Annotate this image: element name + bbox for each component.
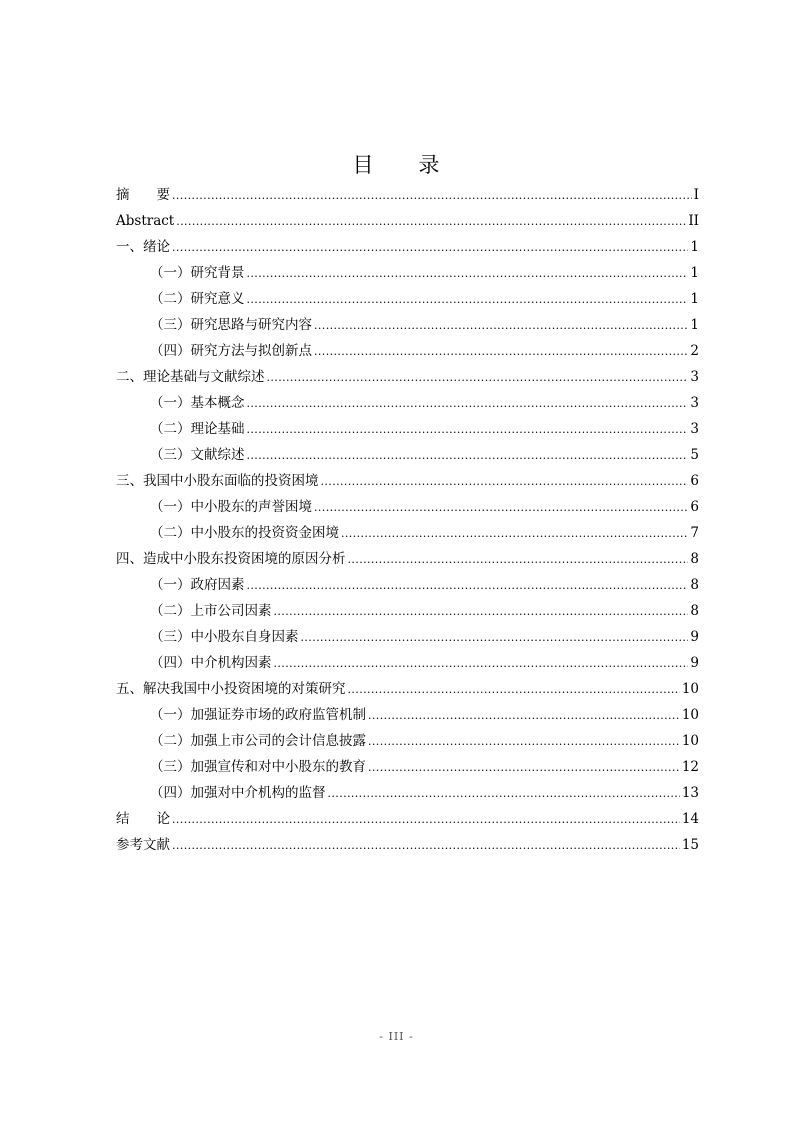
toc-entry-page-number: 10 [681, 733, 699, 749]
toc-dot-leader [274, 599, 689, 625]
toc-entry-page-number: 1 [690, 265, 699, 281]
toc-entry[interactable] [116, 182, 699, 208]
toc-entry-label: 结 论 [116, 811, 170, 827]
toc-entry-label: （一）中小股东的声誉困境 [150, 499, 312, 515]
toc-dot-leader [348, 677, 680, 703]
toc-dot-leader [368, 729, 680, 755]
toc-dot-leader [247, 391, 689, 417]
toc-entry-page-number: 6 [690, 499, 699, 515]
toc-entry-page-number: 13 [681, 785, 699, 801]
toc-dot-leader [328, 781, 680, 807]
toc-dot-leader [314, 313, 688, 339]
toc-entry[interactable] [116, 364, 699, 390]
toc-entry-label: 二、理论基础与文献综述 [116, 369, 265, 385]
toc-entry-page-number: 6 [690, 473, 699, 489]
toc-entry-label: （一）政府因素 [150, 577, 245, 593]
toc-dot-leader [172, 183, 692, 209]
toc-entry[interactable] [116, 468, 699, 494]
toc-entry[interactable] [116, 234, 699, 260]
toc-entry-page-number: II [688, 213, 699, 229]
toc-dot-leader [172, 807, 680, 833]
toc-entry[interactable] [116, 676, 699, 702]
toc-entry[interactable] [116, 754, 699, 780]
toc-dot-leader [172, 235, 688, 261]
toc-entry-page-number: 10 [681, 707, 699, 723]
toc-entry[interactable] [116, 702, 699, 728]
page-title: 目 录 [352, 153, 441, 177]
toc-entry-page-number: 9 [690, 655, 699, 671]
toc-entry[interactable] [116, 832, 699, 858]
toc-entry-page-number: 1 [690, 291, 699, 307]
toc-entry[interactable] [116, 494, 699, 520]
page-number-footer: - III - [379, 1030, 414, 1043]
toc-entry[interactable] [116, 598, 699, 624]
toc-entry-label: （四）中介机构因素 [150, 655, 272, 671]
toc-entry-page-number: 7 [690, 525, 699, 541]
toc-entry-label: （三）文献综述 [150, 447, 245, 463]
toc-entry-label: （二）上市公司因素 [150, 603, 272, 619]
toc-entry-page-number: 14 [681, 811, 699, 827]
toc-entry-page-number: 15 [681, 837, 699, 853]
toc-entry-page-number: 12 [681, 759, 699, 775]
toc-dot-leader [274, 651, 689, 677]
toc-entry[interactable] [116, 520, 699, 546]
toc-entry-label: 四、造成中小股东投资困境的原因分析 [116, 551, 346, 567]
toc-entry-label: （二）加强上市公司的会计信息披露 [150, 733, 366, 749]
toc-entry-page-number: 1 [690, 317, 699, 333]
toc-dot-leader [172, 833, 680, 859]
toc-entry[interactable] [116, 728, 699, 754]
toc-entry-page-number: I [693, 187, 699, 203]
toc-entry[interactable] [116, 390, 699, 416]
toc-entry-page-number: 8 [690, 551, 699, 567]
toc-entry-label: 一、绪论 [116, 239, 170, 255]
toc-entry[interactable] [116, 546, 699, 572]
toc-entry-label: （四）加强对中介机构的监督 [150, 785, 326, 801]
toc-dot-leader [314, 339, 688, 365]
toc-entry-page-number: 3 [690, 421, 699, 437]
toc-entry-page-number: 5 [690, 447, 699, 463]
toc-entry-label: （一）基本概念 [150, 395, 245, 411]
toc-dot-leader [247, 261, 689, 287]
toc-dot-leader [314, 495, 688, 521]
toc-dot-leader [368, 755, 680, 781]
toc-entry-page-number: 8 [690, 603, 699, 619]
toc-entry-label: （三）研究思路与研究内容 [150, 317, 312, 333]
toc-entry[interactable] [116, 624, 699, 650]
toc-entry-label: （四）研究方法与拟创新点 [150, 343, 312, 359]
toc-entry-label: （二）理论基础 [150, 421, 245, 437]
toc-dot-leader [341, 521, 688, 547]
toc-entry-page-number: 10 [681, 681, 699, 697]
toc-entry-page-number: 3 [690, 395, 699, 411]
table-of-contents [116, 182, 699, 858]
toc-dot-leader [247, 417, 689, 443]
toc-dot-leader [247, 573, 689, 599]
toc-entry-page-number: 2 [690, 343, 699, 359]
toc-entry[interactable] [116, 780, 699, 806]
toc-dot-leader [348, 547, 689, 573]
toc-entry-label: （二）研究意义 [150, 291, 245, 307]
toc-entry[interactable] [116, 286, 699, 312]
toc-dot-leader [321, 469, 689, 495]
toc-entry-label: 摘 要 [116, 187, 170, 203]
toc-dot-leader [247, 287, 689, 313]
toc-entry-page-number: 3 [690, 369, 699, 385]
toc-dot-leader [267, 365, 689, 391]
toc-entry-label: （一）加强证券市场的政府监管机制 [150, 707, 366, 723]
toc-entry-label: （三）加强宣传和对中小股东的教育 [150, 759, 366, 775]
toc-entry-label: 参考文献 [116, 837, 170, 853]
toc-entry-page-number: 8 [690, 577, 699, 593]
toc-entry-label: 五、解决我国中小投资困境的对策研究 [116, 681, 346, 697]
toc-entry[interactable] [116, 260, 699, 286]
toc-dot-leader [368, 703, 680, 729]
toc-entry[interactable] [116, 806, 699, 832]
toc-entry-page-number: 9 [690, 629, 699, 645]
toc-entry[interactable] [116, 416, 699, 442]
toc-entry[interactable] [116, 338, 699, 364]
toc-entry-label: 三、我国中小股东面临的投资困境 [116, 473, 319, 489]
toc-entry-page-number: 1 [690, 239, 699, 255]
toc-dot-leader [176, 209, 686, 235]
toc-entry[interactable] [116, 208, 699, 234]
toc-entry[interactable] [116, 312, 699, 338]
toc-entry[interactable] [116, 572, 699, 598]
toc-entry-label: （二）中小股东的投资资金困境 [150, 525, 339, 541]
toc-entry[interactable] [116, 650, 699, 676]
toc-entry-label: （一）研究背景 [150, 265, 245, 281]
toc-entry-label: （三）中小股东自身因素 [150, 629, 299, 645]
toc-dot-leader [301, 625, 689, 651]
toc-entry[interactable] [116, 442, 699, 468]
toc-entry-label: Abstract [116, 213, 175, 229]
toc-dot-leader [247, 443, 689, 469]
